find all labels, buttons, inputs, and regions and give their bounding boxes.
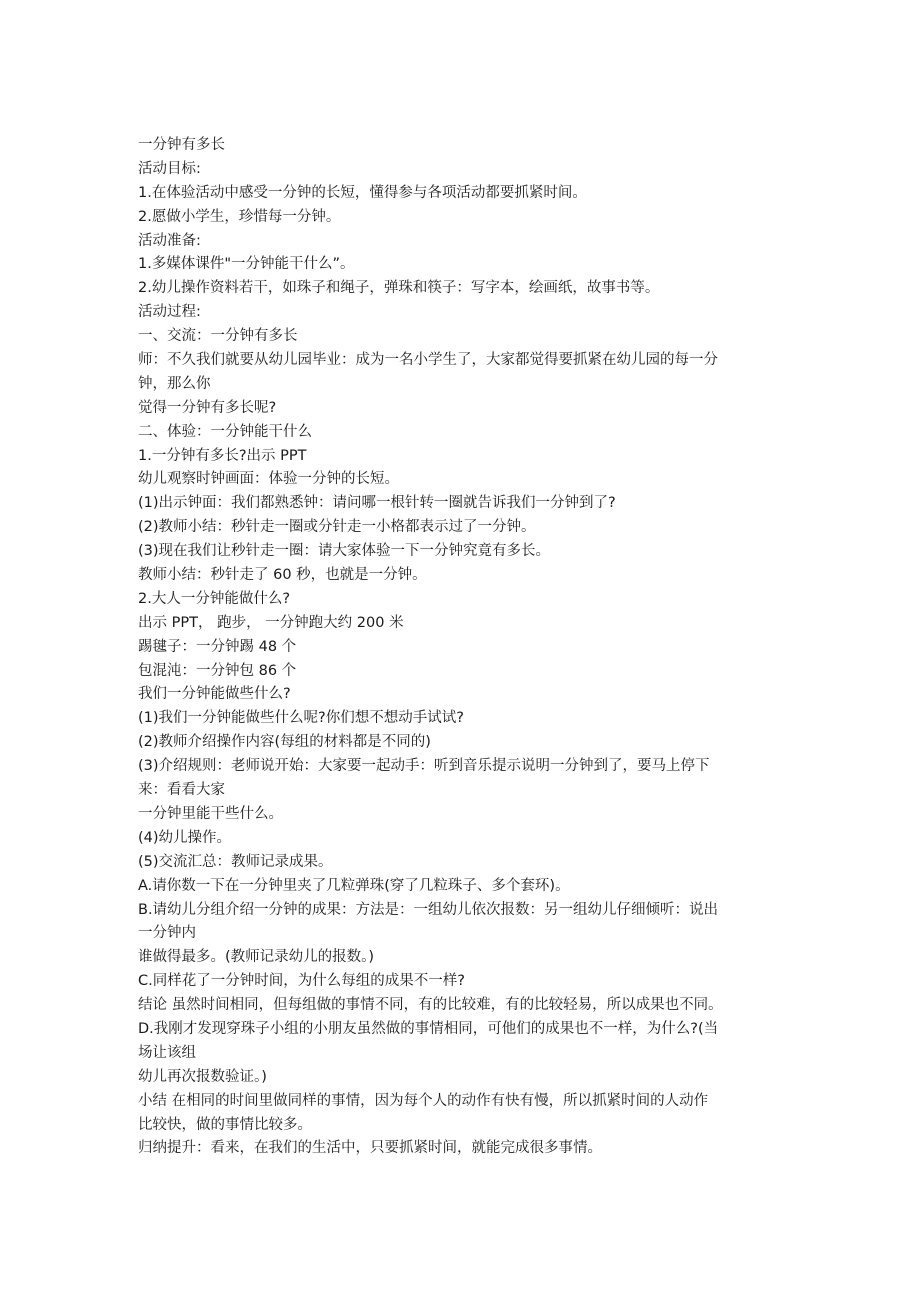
text-line: 幼儿观察时钟画面：体验一分钟的长短。: [138, 471, 399, 488]
text-line: 小结 在相同的时间里做同样的事情，因为每个人的动作有快有慢，所以抓紧时间的人动作: [138, 1092, 709, 1109]
text-line: 包混沌：一分钟包 86 个: [138, 662, 297, 679]
text-line: (4)幼儿操作。: [138, 829, 232, 846]
text-line: (3)介绍规则：老师说开始：大家要一起动手：听到音乐提示说明一分钟到了，要马上停下: [138, 758, 710, 775]
text-line: D.我刚才发现穿珠子小组的小朋友虽然做的事情相同，可他们的成果也不一样，为什么?(当: [138, 1020, 719, 1037]
text-line: 2.幼儿操作资料若干，如珠子和绳子，弹珠和筷子：写字本，绘画纸，故事书等。: [138, 280, 660, 297]
text-line: 觉得一分钟有多长呢?: [138, 399, 277, 416]
text-line: 一分钟里能干些什么。: [138, 805, 283, 822]
document-body: [138, 134, 793, 1161]
text-line: (1)我们一分钟能做些什么呢?你们想不想动手试试?: [138, 710, 464, 727]
text-line: 2.愿做小学生，珍惜每一分钟。: [138, 208, 341, 225]
text-line: 1.在体验活动中感受一分钟的长短，懂得参与各项活动都要抓紧时间。: [138, 184, 587, 201]
text-line: 来：看看大家: [138, 782, 225, 799]
text-line: 比较快，做的事情比较多。: [138, 1116, 312, 1133]
text-line: A.请你数一下在一分钟里夹了几粒弹珠(穿了几粒珠子、多个套环)。: [138, 877, 570, 894]
text-line: (3)现在我们让秒针走一圈：请大家体验一下一分钟究竟有多长。: [138, 543, 551, 560]
text-line: B.请幼儿分组介绍一分钟的成果：方法是：一组幼儿依次报数：另一组幼儿仔细倾听：说出: [138, 901, 719, 918]
section-heading: 二、体验：一分钟能干什么: [138, 423, 312, 440]
text-line: 谁做得最多。(教师记录幼儿的报数。): [138, 949, 375, 966]
section-heading: 一、交流：一分钟有多长: [138, 328, 298, 345]
text-line: (2)教师小结：秒针走一圈或分针走一小格都表示过了一分钟。: [138, 519, 536, 536]
text-line: (2)教师介绍操作内容(每组的材料都是不同的): [138, 734, 431, 751]
text-line: 幼儿再次报数验证。): [138, 1068, 267, 1085]
section-heading: 活动过程:: [138, 304, 201, 321]
text-line: 场让该组: [138, 1044, 196, 1061]
text-line: 我们一分钟能做些什么?: [138, 686, 291, 703]
text-line: 1.一分钟有多长?出示 PPT: [138, 447, 307, 464]
text-line: 2.大人一分钟能做什么?: [138, 590, 291, 607]
section-heading: 活动目标:: [138, 160, 201, 177]
text-line: C.同样花了一分钟时间，为什么每组的成果不一样?: [138, 973, 465, 990]
text-line: 师：不久我们就要从幼儿园毕业：成为一名小学生了，大家都觉得要抓紧在幼儿园的每一分: [138, 352, 718, 369]
text-line: 教师小结：秒针走了 60 秒，也就是一分钟。: [138, 567, 427, 584]
text-line: 结论 虽然时间相同，但每组做的事情不同，有的比较难，有的比较轻易，所以成果也不同。: [138, 997, 723, 1014]
text-line: 一分钟内: [138, 925, 196, 942]
text-line: 出示 PPT， 跑步， 一分钟跑大约 200 米: [138, 614, 404, 631]
text-line: (1)出示钟面：我们都熟悉钟：请问哪一根针转一圈就告诉我们一分钟到了?: [138, 495, 616, 512]
text-line: (5)交流汇总：教师记录成果。: [138, 853, 333, 870]
text-line: 钟，那么你: [138, 375, 211, 392]
document-title: 一分钟有多长: [138, 137, 225, 153]
text-line: 踢毽子：一分钟踢 48 个: [138, 638, 297, 655]
text-line: 1.多媒体课件"一分钟能干什么”。: [138, 256, 355, 273]
text-line: 归纳提升：看来，在我们的生活中，只要抓紧时间，就能完成很多事情。: [138, 1140, 602, 1157]
section-heading: 活动准备:: [138, 232, 201, 249]
